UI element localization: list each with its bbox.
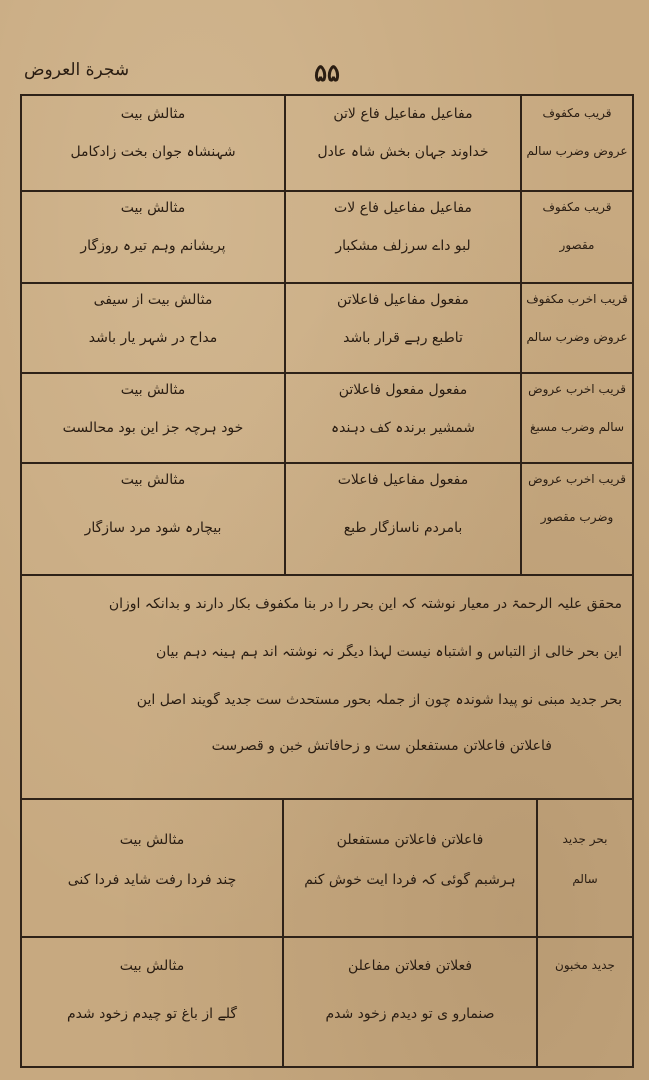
meter-pattern-cell [282, 936, 536, 1066]
table-row [22, 462, 632, 576]
meter-pattern: مفعول مفعول فاعلاتن [338, 382, 468, 398]
table-row [22, 282, 632, 374]
meter-name-cell [536, 936, 632, 1066]
meter-variant: سالم وضرب مسبغ [529, 420, 625, 434]
example-cell [22, 936, 282, 1066]
example-heading: مثالش بیت [120, 382, 186, 398]
table-row [22, 96, 632, 192]
meter-pattern-cell [284, 190, 520, 282]
note-line: بحر جدید مبنی نو پیدا شوندہ چون از جملہ بحور مستحدث ست جدید گویند اصل این [136, 692, 622, 708]
meter-name: قریب مکفوف [542, 200, 612, 214]
meter-pattern: مفاعیل مفاعیل فاع لاتن [333, 106, 473, 122]
meter-variant: سالم [572, 872, 598, 886]
meter-variant: مقصور [559, 238, 595, 252]
example-verse: پریشانم وہم تیرہ روزگار [80, 238, 226, 254]
note-line: محقق علیہ الرحمۃ در معیار نوشتہ کہ این بحر را در بنا مکفوف بکار دارند و بدانکہ اوزان [108, 596, 622, 612]
example-verse: شہنشاہ جوان بخت زادکامل [70, 144, 236, 160]
example-heading: مثالش بیت [120, 472, 186, 488]
meter-example-line: لبو داے سرزلف مشکبار [335, 238, 471, 254]
meter-pattern-cell [282, 800, 536, 936]
example-heading: مثالش بیت از سیفی [93, 292, 213, 308]
page-number: ۵۵ [314, 58, 340, 87]
example-verse: بیچارہ شود مرد سازگار [84, 520, 222, 536]
example-cell [22, 372, 284, 462]
table-row [22, 190, 632, 284]
running-title: شجرة العروض [24, 60, 130, 80]
meter-pattern-cell [284, 462, 520, 574]
meter-name-cell [520, 372, 632, 462]
table-row [22, 936, 632, 1066]
meter-pattern: مفعول مفاعیل فاعلات [337, 472, 469, 488]
example-cell [22, 282, 284, 372]
table-row [22, 372, 632, 464]
meter-name: جدید مخبون [555, 958, 615, 972]
example-cell [22, 96, 284, 190]
meter-name: قریب اخرب عروض [528, 382, 626, 396]
note-line: این بحر خالی از التباس و اشتباہ نیست لہذا دیگر نہ نوشتہ اند ہم ہینہ دہم بیان [155, 644, 622, 660]
meter-name-cell [520, 96, 632, 190]
meter-name-cell [520, 282, 632, 372]
meter-example-line: صنمارو ی تو دیدم زخود شدم [325, 1006, 495, 1022]
meter-pattern: مفاعیل مفاعیل فاع لات [334, 200, 472, 216]
meter-variant: وضرب مقصور [540, 510, 614, 524]
meter-example-line: تاطبع رہے قرار باشد [343, 330, 463, 346]
meter-name-cell [536, 800, 632, 936]
meter-example-line: بامردم ناسازگار طبع [343, 520, 463, 536]
meter-example-line: ہرشبم گوئی کہ فردا ایت خوش کنم [304, 872, 516, 888]
example-verse: خود ہرچہ جز این بود محالست [62, 420, 244, 436]
example-heading: مثالش بیت [119, 958, 185, 974]
table-row [22, 800, 632, 938]
meter-table [20, 94, 634, 1068]
meter-pattern-cell [284, 96, 520, 190]
example-verse: گلے از باغ تو چیدم زخود شدم [66, 1006, 238, 1022]
meter-name-cell [520, 462, 632, 574]
meter-pattern: فعلاتن فعلاتن مفاعلن [347, 958, 473, 974]
example-heading: مثالش بیت [120, 106, 186, 122]
example-verse: چند فردا رفت شاید فردا کنی [67, 872, 237, 888]
meter-pattern: مفعول مفاعیل فاعلاتن [337, 292, 469, 308]
meter-example-line: شمشیر برندہ کف دہندہ [330, 420, 476, 436]
example-cell [22, 190, 284, 282]
meter-variant: عروض وضرب سالم [526, 330, 628, 344]
example-cell [22, 800, 282, 936]
meter-name-cell [520, 190, 632, 282]
example-heading: مثالش بیت [120, 200, 186, 216]
example-cell [22, 462, 284, 574]
page-header [0, 58, 649, 92]
note-line: فاعلاتن فاعلاتن مستفعلن ست و زحافاتش خبن و قصرست [211, 738, 552, 754]
meter-pattern-cell [284, 282, 520, 372]
meter-name: قریب اخرب عروض [528, 472, 626, 486]
example-heading: مثالش بیت [119, 832, 185, 848]
meter-name: قریب اخرب مکفوف [526, 292, 628, 306]
example-verse: مداح در شہر یار باشد [88, 330, 218, 346]
meter-name: بحر جدید [562, 832, 608, 846]
meter-variant: عروض وضرب سالم [526, 144, 628, 158]
meter-pattern-cell [284, 372, 520, 462]
explanatory-note [22, 574, 632, 800]
meter-pattern: فاعلاتن فاعلاتن مستفعلن [336, 832, 484, 848]
meter-name: قریب مکفوف [542, 106, 612, 120]
meter-example-line: خداوند جہان بخش شاہ عادل [317, 144, 489, 160]
